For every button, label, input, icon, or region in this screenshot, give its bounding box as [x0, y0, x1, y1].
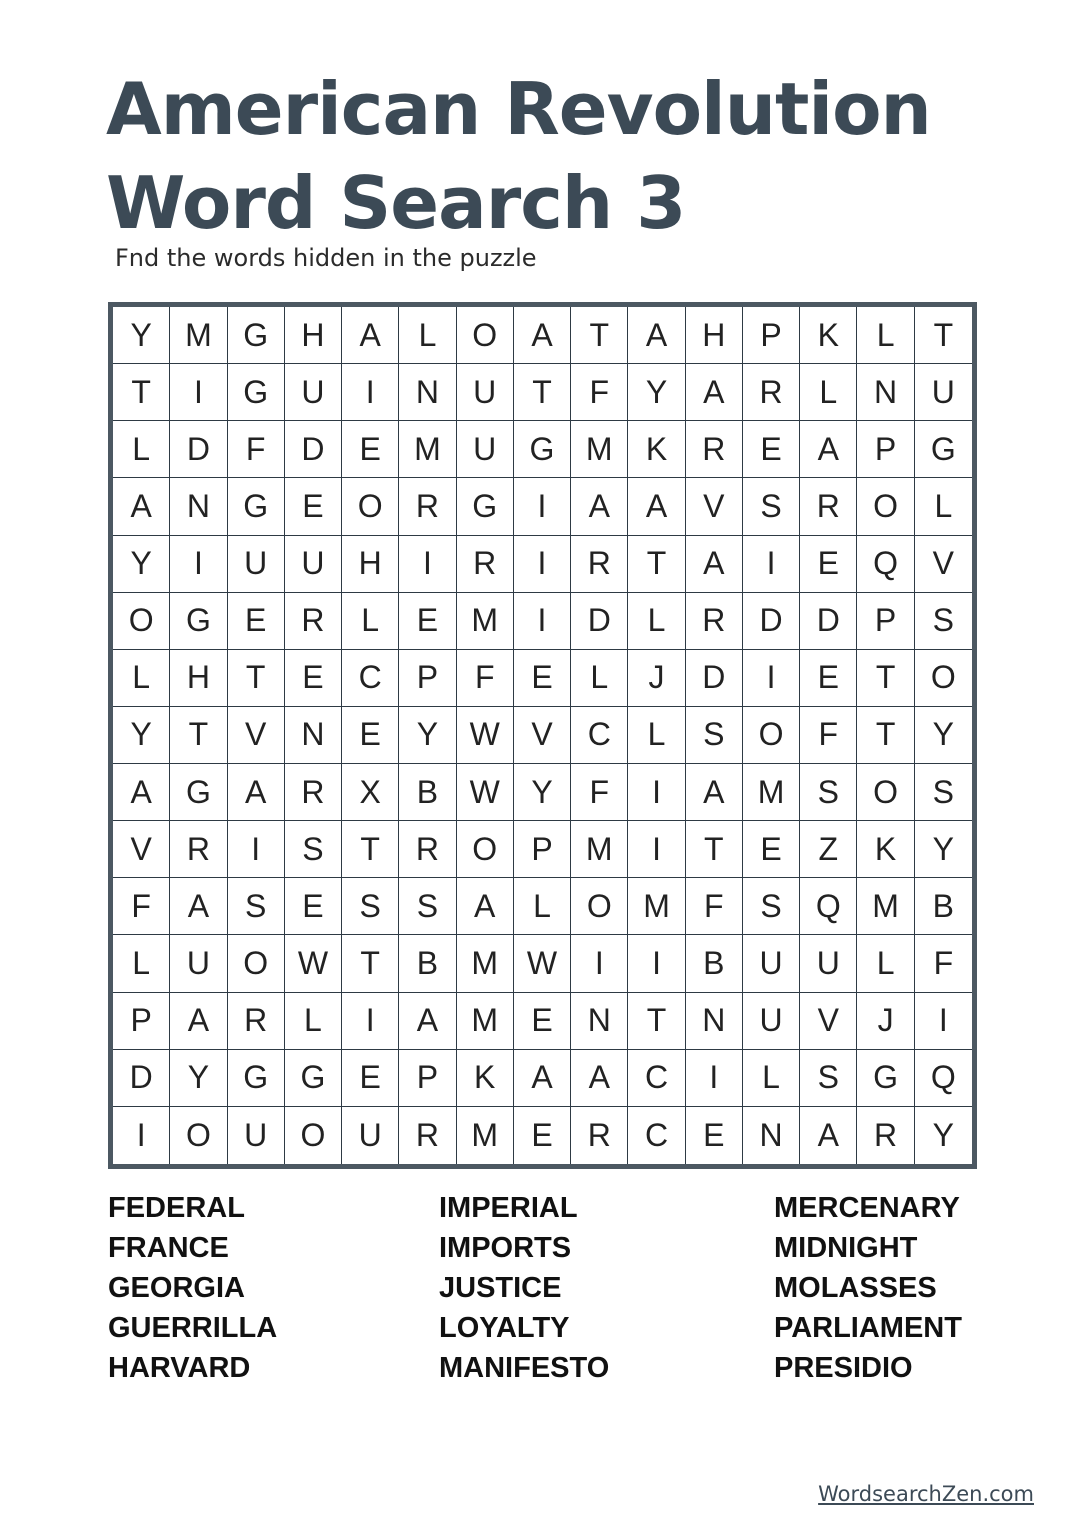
grid-cell: T	[628, 993, 685, 1050]
grid-cell: S	[285, 821, 342, 878]
grid-cell: A	[113, 478, 170, 535]
grid-cell: H	[686, 307, 743, 364]
grid-cell: I	[170, 364, 227, 421]
word-list	[108, 1188, 978, 1388]
grid-cell: M	[857, 878, 914, 935]
grid-cell: I	[399, 536, 456, 593]
grid-cell: Y	[113, 536, 170, 593]
word-item: PARLIAMENT	[774, 1312, 962, 1344]
grid-cell: A	[686, 764, 743, 821]
grid-cell: U	[915, 364, 972, 421]
grid-cell: D	[800, 593, 857, 650]
grid-cell: R	[457, 536, 514, 593]
grid-cell: A	[628, 478, 685, 535]
grid-cell: X	[342, 764, 399, 821]
grid-cell: E	[514, 650, 571, 707]
grid-cell: R	[399, 478, 456, 535]
grid-cell: S	[743, 478, 800, 535]
grid-cell: K	[628, 421, 685, 478]
grid-cell: I	[686, 1050, 743, 1107]
grid-cell: F	[457, 650, 514, 707]
grid-cell: L	[628, 593, 685, 650]
grid-cell: G	[857, 1050, 914, 1107]
grid-cell: F	[113, 878, 170, 935]
grid-cell: L	[399, 307, 456, 364]
word-item: LOYALTY	[439, 1312, 570, 1344]
grid-cell: T	[915, 307, 972, 364]
word-item: FRANCE	[108, 1232, 229, 1264]
grid-cell: V	[800, 993, 857, 1050]
grid-cell: I	[743, 650, 800, 707]
grid-cell: G	[170, 593, 227, 650]
grid-cell: U	[800, 935, 857, 992]
grid-cell: H	[342, 536, 399, 593]
grid-cell: Y	[113, 707, 170, 764]
grid-cell: R	[285, 764, 342, 821]
grid-cell: G	[170, 764, 227, 821]
grid-cell: E	[342, 421, 399, 478]
grid-cell: E	[342, 1050, 399, 1107]
grid-cell: D	[743, 593, 800, 650]
grid-cell: V	[915, 536, 972, 593]
grid-cell: L	[857, 935, 914, 992]
grid-cell: S	[228, 878, 285, 935]
word-list-column-1	[108, 1188, 277, 1388]
word-search-grid	[108, 302, 977, 1169]
grid-cell: A	[170, 993, 227, 1050]
grid-cell: S	[800, 764, 857, 821]
grid-cell: R	[228, 993, 285, 1050]
grid-cell: O	[170, 1107, 227, 1164]
grid-cell: S	[399, 878, 456, 935]
grid-cell: I	[628, 935, 685, 992]
grid-cell: A	[342, 307, 399, 364]
grid-cell: Y	[915, 821, 972, 878]
grid-cell: O	[285, 1107, 342, 1164]
grid-cell: G	[915, 421, 972, 478]
word-item: MIDNIGHT	[774, 1232, 918, 1264]
grid-cell: U	[228, 536, 285, 593]
grid-cell: L	[743, 1050, 800, 1107]
grid-cell: M	[571, 821, 628, 878]
word-item: GEORGIA	[108, 1272, 245, 1304]
grid-cell: Q	[857, 536, 914, 593]
word-item: IMPORTS	[439, 1232, 572, 1264]
grid-cell: F	[686, 878, 743, 935]
grid-cell: L	[113, 650, 170, 707]
grid-cell: O	[857, 764, 914, 821]
grid-cell: G	[457, 478, 514, 535]
grid-cell: Y	[628, 364, 685, 421]
grid-cell: I	[571, 935, 628, 992]
grid-cell: I	[342, 364, 399, 421]
grid-cell: E	[514, 1107, 571, 1164]
grid-cell: E	[743, 821, 800, 878]
grid-cell: T	[857, 650, 914, 707]
word-item: JUSTICE	[439, 1272, 562, 1304]
grid-cell: T	[228, 650, 285, 707]
grid-cell: M	[457, 1107, 514, 1164]
grid-cell: F	[915, 935, 972, 992]
grid-cell: T	[342, 821, 399, 878]
grid-cell: S	[342, 878, 399, 935]
grid-cell: L	[628, 707, 685, 764]
grid-cell: T	[571, 307, 628, 364]
grid-cell: H	[170, 650, 227, 707]
word-item: IMPERIAL	[439, 1192, 578, 1224]
grid-cell: Y	[170, 1050, 227, 1107]
grid-cell: E	[800, 650, 857, 707]
grid-cell: O	[457, 821, 514, 878]
grid-cell: L	[571, 650, 628, 707]
grid-cell: J	[628, 650, 685, 707]
grid-cell: O	[915, 650, 972, 707]
grid-cell: A	[686, 364, 743, 421]
grid-cell: P	[399, 650, 456, 707]
grid-cell: I	[514, 478, 571, 535]
grid-cell: M	[170, 307, 227, 364]
page-title	[106, 62, 931, 250]
grid-cell: R	[571, 1107, 628, 1164]
grid-cell: C	[628, 1050, 685, 1107]
grid-cell: M	[571, 421, 628, 478]
grid-cell: J	[857, 993, 914, 1050]
grid-cell: T	[514, 364, 571, 421]
grid-cell: I	[514, 593, 571, 650]
grid-cell: H	[285, 307, 342, 364]
grid-cell: A	[514, 1050, 571, 1107]
grid-cell: I	[915, 993, 972, 1050]
grid-cell: E	[399, 593, 456, 650]
grid-cell: E	[800, 536, 857, 593]
grid-cell: S	[915, 764, 972, 821]
grid-cell: U	[743, 993, 800, 1050]
grid-cell: M	[457, 935, 514, 992]
grid-cell: A	[113, 764, 170, 821]
grid-cell: T	[113, 364, 170, 421]
grid-cell: L	[800, 364, 857, 421]
grid-cell: G	[228, 478, 285, 535]
grid-cell: G	[285, 1050, 342, 1107]
grid-cell: O	[857, 478, 914, 535]
grid-cell: R	[571, 536, 628, 593]
grid-cell: C	[342, 650, 399, 707]
grid-cell: U	[228, 1107, 285, 1164]
grid-cell: I	[170, 536, 227, 593]
grid-cell: S	[915, 593, 972, 650]
grid-cell: B	[399, 764, 456, 821]
grid-cell: A	[399, 993, 456, 1050]
grid-cell: E	[285, 650, 342, 707]
word-item: MERCENARY	[774, 1192, 960, 1224]
grid-cell: G	[228, 364, 285, 421]
grid-cell: Y	[932, 1116, 955, 1153]
grid-cell: B	[915, 878, 972, 935]
grid-cell: E	[285, 878, 342, 935]
grid-cell: T	[342, 935, 399, 992]
grid-cell: U	[457, 364, 514, 421]
instructions-text: Fnd the words hidden in the puzzle	[115, 244, 537, 272]
grid-cell: E	[342, 707, 399, 764]
grid-cell: F	[571, 764, 628, 821]
grid-cell: L	[113, 935, 170, 992]
grid-cell: L	[915, 478, 972, 535]
grid-cell: D	[170, 421, 227, 478]
grid-cell: S	[743, 878, 800, 935]
grid-cell: T	[686, 821, 743, 878]
grid-cell: P	[399, 1050, 456, 1107]
grid-cell: M	[628, 878, 685, 935]
grid-cell: O	[743, 707, 800, 764]
grid-cell: U	[170, 935, 227, 992]
grid-cell: O	[571, 878, 628, 935]
grid-cell: N	[686, 993, 743, 1050]
grid-cell: D	[113, 1050, 170, 1107]
word-item: FEDERAL	[108, 1192, 245, 1224]
grid-cell: R	[170, 821, 227, 878]
grid-cell: A	[457, 878, 514, 935]
grid-cell: T	[170, 707, 227, 764]
grid-cell: Q	[800, 878, 857, 935]
grid-cell: S	[686, 707, 743, 764]
word-list-column-3	[774, 1188, 962, 1388]
grid-cell: M	[743, 764, 800, 821]
word-item: PRESIDIO	[774, 1352, 913, 1384]
grid-cell: Y	[514, 764, 571, 821]
grid-cell: R	[686, 421, 743, 478]
grid-cell: N	[857, 364, 914, 421]
grid-cell: I	[743, 536, 800, 593]
grid-cell: M	[457, 993, 514, 1050]
grid-cell: P	[743, 307, 800, 364]
grid-cell: R	[285, 593, 342, 650]
grid-cell: E	[514, 993, 571, 1050]
grid-cell: A	[514, 307, 571, 364]
grid-cell: S	[800, 1050, 857, 1107]
grid-cell: O	[113, 593, 170, 650]
grid-cell: Y	[915, 707, 972, 764]
grid-cell: R	[800, 478, 857, 535]
grid-cell: B	[399, 935, 456, 992]
grid-cell: U	[285, 536, 342, 593]
word-item: MOLASSES	[774, 1272, 937, 1304]
grid-cell: A	[686, 536, 743, 593]
grid-cell: Q	[915, 1050, 972, 1107]
grid-cell: Z	[800, 821, 857, 878]
grid-cell: R	[399, 821, 456, 878]
grid-cell: M	[457, 593, 514, 650]
grid-cell: D	[285, 421, 342, 478]
title-line-2: Word Search 3	[106, 161, 686, 245]
grid-cell: W	[514, 935, 571, 992]
grid-cell: I	[628, 764, 685, 821]
word-item: GUERRILLA	[108, 1312, 278, 1344]
website-link[interactable]: WordsearchZen.com	[818, 1482, 1034, 1506]
grid-cell: D	[571, 593, 628, 650]
grid-cell: A	[800, 421, 857, 478]
grid-cell: P	[857, 593, 914, 650]
grid-cell: U	[342, 1107, 399, 1164]
grid-cell: R	[857, 1107, 914, 1164]
grid-cell: G	[514, 421, 571, 478]
grid-cell: N	[571, 993, 628, 1050]
grid-cell: F	[800, 707, 857, 764]
grid-cell: N	[285, 707, 342, 764]
grid-cell: R	[686, 593, 743, 650]
grid-cell: E	[285, 478, 342, 535]
grid-cell: V	[514, 707, 571, 764]
grid-cell: A	[628, 307, 685, 364]
grid-cell: V	[228, 707, 285, 764]
grid-cell: C	[571, 707, 628, 764]
grid-cell: U	[743, 935, 800, 992]
grid-cell: Y	[113, 307, 170, 364]
grid-cell: U	[285, 364, 342, 421]
grid-cell: A	[800, 1107, 857, 1164]
grid-cell: O	[228, 935, 285, 992]
grid-cell: I	[342, 993, 399, 1050]
grid-cell: A	[571, 1050, 628, 1107]
title-line-1: American Revolution	[106, 67, 931, 151]
grid-cell: R	[743, 364, 800, 421]
grid-cell: I	[113, 1107, 170, 1164]
grid-cell: G	[228, 1050, 285, 1107]
grid-cell: L	[113, 421, 170, 478]
grid-cell: K	[457, 1050, 514, 1107]
grid-cell: V	[686, 478, 743, 535]
grid-cell: O	[342, 478, 399, 535]
grid-cell: I	[514, 536, 571, 593]
grid-cell: A	[571, 478, 628, 535]
grid-cell: D	[686, 650, 743, 707]
grid-cell: U	[457, 421, 514, 478]
grid-cell: T	[857, 707, 914, 764]
grid-cell: F	[571, 364, 628, 421]
word-item: HARVARD	[108, 1352, 251, 1384]
word-item: MANIFESTO	[439, 1352, 610, 1384]
grid-cell: N	[399, 364, 456, 421]
grid-cell: V	[113, 821, 170, 878]
grid-cell: G	[228, 307, 285, 364]
grid-cell: P	[113, 993, 170, 1050]
grid-cell: L	[514, 878, 571, 935]
grid-cell: W	[285, 935, 342, 992]
grid-cell: Y	[399, 707, 456, 764]
grid-cell: K	[857, 821, 914, 878]
grid-cell: L	[285, 993, 342, 1050]
grid-cell: W	[457, 764, 514, 821]
grid-cell: A	[170, 878, 227, 935]
grid-cell: E	[228, 593, 285, 650]
grid-cell: W	[457, 707, 514, 764]
grid-cell: I	[228, 821, 285, 878]
grid-cell: F	[228, 421, 285, 478]
grid-cell: N	[170, 478, 227, 535]
grid-cell: I	[628, 821, 685, 878]
grid-cell: E	[686, 1107, 743, 1164]
grid-cell: P	[514, 821, 571, 878]
grid-cell: N	[743, 1107, 800, 1164]
grid-cell: C	[628, 1107, 685, 1164]
grid-cell: P	[857, 421, 914, 478]
grid-cell: T	[628, 536, 685, 593]
grid-cell: M	[399, 421, 456, 478]
grid-cell: K	[800, 307, 857, 364]
word-list-column-2	[439, 1188, 609, 1388]
grid-cell: L	[342, 593, 399, 650]
grid-cell: L	[857, 307, 914, 364]
grid-cell: A	[228, 764, 285, 821]
grid-cell: O	[457, 307, 514, 364]
grid-cell: E	[743, 421, 800, 478]
grid-cell: B	[686, 935, 743, 992]
grid-cell: R	[399, 1107, 456, 1164]
